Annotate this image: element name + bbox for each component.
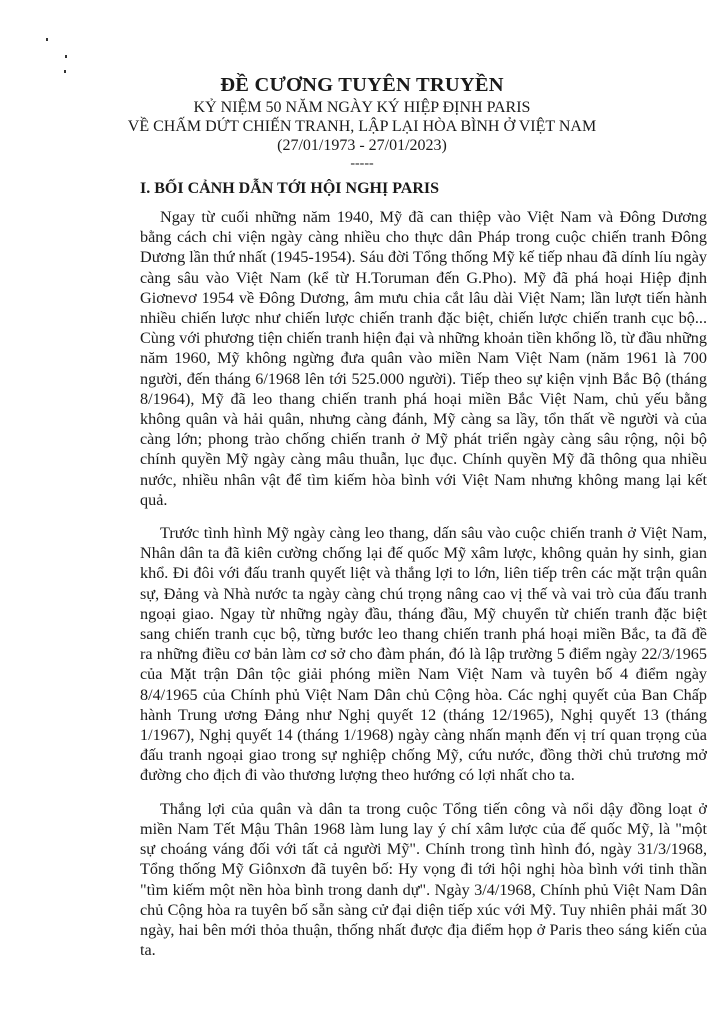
scan-speck	[46, 38, 48, 41]
subtitle-line-1: KỶ NIỆM 50 NĂM NGÀY KÝ HIỆP ĐỊNH PARIS	[193, 99, 531, 116]
paragraph: Trước tình hình Mỹ ngày càng leo thang, dấn sâu vào cuộc chiến tranh ở Việt Nam, Nhân dân ta đã kiên cường chống lại đế quốc Mỹ xâm lược, không quản hy sinh, gian khổ. Đi đôi với đấu tranh quyết liệt và thắng lợi to lớn, liên tiếp trên các mặt trận quân sự, Đảng và Nhà nước ta ngày càng chú trọng nâng cao vị thế và vai trò của đấu tranh ngoại giao. Ngay từ những ngày đầu, tháng đầu, Mỹ chuyển từ chiến tranh đặc biệt sang chiến tranh cục bộ, từng bước leo thang chiến tranh phá hoại miền Bắc, ta đã đề ra những điều cơ bản làm cơ sở cho đàm phán, đó là lập trường 5 điểm ngày 22/3/1965 của Mặt trận Dân tộc giải phóng miền Nam Việt Nam và tuyên bố 4 điểm ngày 8/4/1965 của Chính phủ Việt Nam Dân chủ Cộng hòa. Các nghị quyết của Ban Chấp hành Trung ương Đảng như Nghị quyết 12 (tháng 12/1965), Nghị quyết 13 (tháng 1/1967), Nghị quyết 14 (tháng 1/1968) ngày càng nhấn mạnh đến vị trí quan trọng của đấu tranh ngoại giao trong sự nghiệp chống Mỹ, cứu nước, đồng thời chủ trương mở đường cho địch đi vào thương lượng theo hướng có lợi nhất cho ta.	[140, 524, 707, 785]
paragraph: Ngay từ cuối những năm 1940, Mỹ đã can thiệp vào Việt Nam và Đông Dương bằng cách chi viện ngày càng nhiều cho thực dân Pháp trong cuộc chiến tranh Đông Dương lần thứ nhất (1945-1954). Sáu đời Tổng thống Mỹ kế tiếp nhau đã dính líu ngày càng sâu vào Việt Nam (kể từ H.Toruman đến G.Pho). Mỹ đã phá hoại Hiệp định Giơnevơ 1954 về Đông Dương, âm mưu chia cắt lâu dài Việt Nam; lần lượt tiến hành nhiều chiến lược như chiến lược chiến tranh đặc biệt, chiến lược chiến tranh cục bộ... Cùng với phương tiện chiến tranh hiện đại và những khoản tiền khổng lồ, từ đầu những năm 1960, Mỹ không ngừng đưa quân vào miền Nam Việt Nam (năm 1961 là 700 người, đến tháng 6/1968 lên tới 525.000 người). Tiếp theo sự kiện vịnh Bắc Bộ (tháng 8/1964), Mỹ đã leo thang chiến tranh phá hoại miền Bắc Việt Nam, chủ yếu bằng không quân và hải quân, nhưng càng đánh, Mỹ càng sa lầy, tổn thất về người và của càng lớn; phong trào chống chiến tranh ở Mỹ phát triển ngày càng sâu rộng, nội bộ chính quyền Mỹ ngày càng mâu thuẫn, lục đục. Chính quyền Mỹ đã thông qua nhiều nước, nhiều nhân vật để tìm kiếm hòa bình với Việt Nam nhưng không mang lại kết quả.	[140, 208, 707, 509]
section-body	[140, 207, 707, 973]
document-title: ĐỀ CƯƠNG TUYÊN TRUYỀN	[220, 74, 504, 96]
anniversary-dates: (27/01/1973 - 27/01/2023)	[277, 137, 447, 154]
header-divider: -----	[350, 156, 374, 171]
section-heading: I. BỐI CẢNH DẪN TỚI HỘI NGHỊ PARIS	[140, 180, 440, 197]
scan-speck	[65, 55, 67, 58]
document-header	[0, 72, 724, 171]
subtitle-line-2: VỀ CHẤM DỨT CHIẾN TRANH, LẬP LẠI HÒA BÌNH Ở VIỆT NAM	[127, 118, 597, 135]
paragraph: Thắng lợi của quân và dân ta trong cuộc Tổng tiến công và nổi dậy đồng loạt ở miền Nam Tết Mậu Thân 1968 làm lung lay ý chí xâm lược của đế quốc Mỹ, là "một sự choáng váng đối với tất cả người Mỹ". Chính trong tình hình đó, ngày 31/3/1968, Tổng thống Mỹ Giônxơn đã tuyên bố: Hy vọng đi tới hội nghị hòa bình với tinh thần "tìm kiếm một nền hòa bình trong danh dự". Ngày 3/4/1968, Chính phủ Việt Nam Dân chủ Cộng hòa ra tuyên bố sẵn sàng cử đại diện tiếp xúc với Mỹ. Tuy nhiên phải mất 30 ngày, hai bên mới thỏa thuận, thống nhất được địa điểm họp ở Paris theo sáng kiến của ta.	[140, 799, 707, 960]
